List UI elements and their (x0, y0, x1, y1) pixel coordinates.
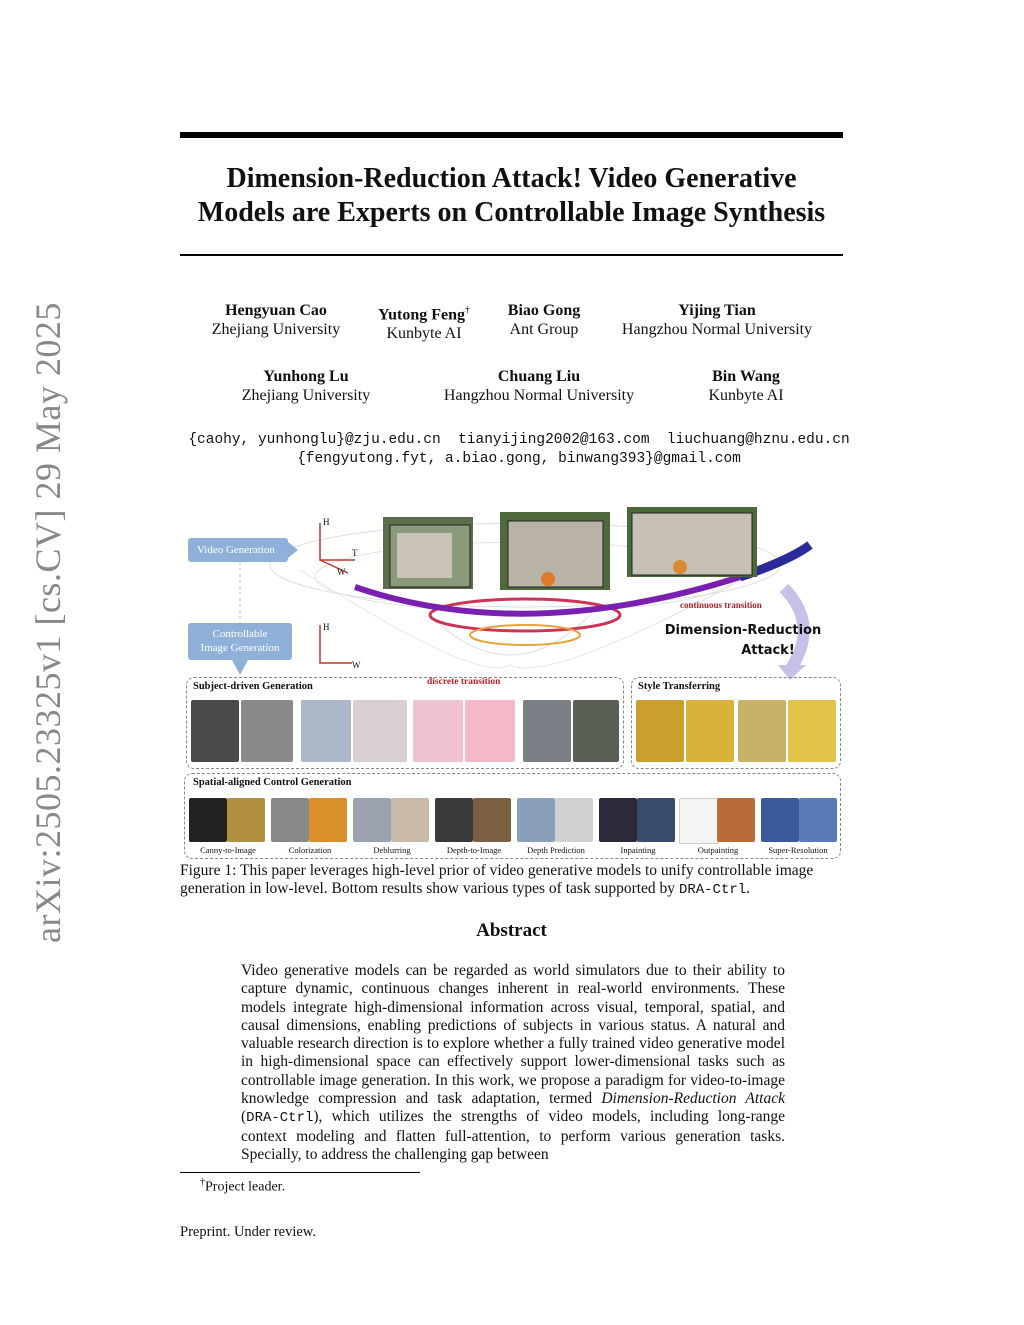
sample-image (717, 798, 755, 842)
author-block (608, 301, 826, 339)
author-affiliation: Kunbyte AI (386, 325, 462, 343)
author-name: Hengyuan Cao (225, 302, 327, 319)
sample-image (555, 798, 593, 842)
author-affiliation: Ant Group (509, 321, 579, 338)
sample-image (301, 700, 351, 762)
video-frames-2 (500, 512, 610, 590)
sample-image (227, 798, 265, 842)
task-label: Super-Resolution (768, 845, 828, 855)
sample-image (788, 700, 836, 762)
style-transferring-panel (631, 677, 841, 769)
task-label: Outpainting (697, 845, 739, 855)
task-label: Colorization (288, 845, 332, 855)
continuous-transition-label: continuous transition (680, 600, 762, 610)
title-top-rule (180, 132, 843, 138)
sample-image (413, 700, 463, 762)
sample-image (599, 798, 637, 842)
author-block (494, 301, 594, 339)
author-affiliation: Hangzhou Normal University (621, 321, 813, 338)
abstract-body: Video generative models can be regarded as world simulators due to their ability to capture dynamic, continuous changes inherent in real-world environments. These models integrate high-dimensional information across visual, temporal, spatial, and causal dimensions, enabling predictions of subjects in various status. A natural and valuable research direction is to explore whether a fully trained video generative model in high-dimensional space can effectively support lower-dimensional tasks such as controllable image generation. In this work, we propose a paradigm for video-to-image knowledge compression and task adaptation, termed Dimension-Reduction Attack (DRA-Ctrl), which utilizes the strengths of video models, including long-range context modeling and flatten full-attention, to perform various generation tasks. Specially, to address the challenging gap between (241, 962, 785, 1163)
sample-image (465, 700, 515, 762)
figure-caption: Figure 1: This paper leverages high-level prior of video generative models to unify controllable image generation in low-level. Bottom results show various types of task supported by DRA-Ctrl. (180, 862, 814, 898)
email-line-1: {caohy, yunhonglu}@zju.edu.cn tianyijing2002@163.com liuchuang@hznu.edu.cn (188, 432, 850, 448)
sample-image (523, 700, 571, 762)
author-affiliation: Zhejiang University (241, 387, 371, 404)
video-frames-3 (627, 507, 757, 577)
video-generation-label: Video Generation (197, 544, 275, 556)
sample-image (686, 700, 734, 762)
task-label: Deblurring (373, 845, 411, 855)
style-transferring-label: Style Transferring (638, 681, 721, 692)
author-name: Bin Wang (712, 368, 780, 385)
controllable-image-generation-label: Controllable Image Generation (200, 628, 280, 654)
sample-image (679, 798, 719, 844)
subject-driven-label: Subject-driven Generation (193, 681, 313, 692)
sample-image (241, 700, 293, 762)
abstract-heading: Abstract (476, 920, 547, 941)
author-affiliation: Zhejiang University (211, 321, 341, 338)
abstract-italic-term: Dimension-Reduction Attack (601, 1090, 785, 1108)
title-line-1: Dimension-Reduction Attack! Video Generative (226, 163, 797, 194)
title-bottom-rule (180, 254, 843, 256)
author-affiliation: Hangzhou Normal University (443, 387, 635, 404)
abstract-code: DRA-Ctrl (246, 1110, 314, 1127)
sample-image (191, 700, 239, 762)
axis-t-label: T (352, 548, 358, 558)
subject-driven-panel (186, 677, 624, 769)
sample-image (637, 798, 675, 842)
task-label: Inpainting (620, 845, 656, 855)
author-name: Yunhong Lu (263, 368, 349, 385)
sample-image (271, 798, 309, 842)
preprint-note: Preprint. Under review. (180, 1224, 316, 1240)
axis-h-label: H (323, 517, 330, 527)
paper-title (180, 162, 843, 230)
arxiv-side-label: arXiv:2505.23325v1 [cs.CV] 29 May 2025 (28, 302, 68, 943)
author-name: Chuang Liu (497, 368, 581, 385)
axis-w-label: W (337, 567, 346, 577)
video-frames-1 (383, 517, 473, 589)
discrete-transition-label: discrete transition (427, 677, 501, 687)
sample-image (473, 798, 511, 842)
spatial-aligned-panel (184, 773, 841, 859)
task-label: Depth-to-Image (446, 845, 502, 855)
task-label: Canny-to-Image (200, 845, 256, 855)
author-block (696, 367, 796, 405)
footnote-rule (180, 1172, 420, 1173)
title-line-2: Models are Experts on Controllable Image Synthesis (197, 197, 826, 228)
sample-image (391, 798, 429, 842)
sample-image (799, 798, 837, 842)
task-label: Depth Prediction (527, 845, 585, 855)
footnote: †Project leader. (200, 1177, 286, 1195)
dimension-reduction-attack-label: Dimension-Reduction Attack! (664, 623, 822, 658)
author-block (196, 301, 356, 339)
sample-image (636, 700, 684, 762)
sample-image (761, 798, 799, 842)
author-block (226, 367, 386, 405)
author-block (430, 367, 648, 405)
author-affiliation: Kunbyte AI (708, 387, 784, 404)
caption-code: DRA-Ctrl (678, 882, 747, 898)
sample-image (353, 700, 407, 762)
sample-image (353, 798, 391, 842)
author-name: Biao Gong (507, 302, 581, 319)
axis-h-label: H (323, 622, 330, 632)
sample-image (738, 700, 786, 762)
sample-image (517, 798, 555, 842)
sample-image (189, 798, 227, 842)
sample-image (435, 798, 473, 842)
figure-1 (180, 505, 843, 860)
spatial-aligned-label: Spatial-aligned Control Generation (193, 777, 352, 788)
author-block (366, 301, 482, 343)
axis-w-label: W (352, 660, 361, 670)
author-name: Yijing Tian (678, 302, 756, 319)
sample-image (573, 700, 619, 762)
email-line-2: {fengyutong.fyt, a.biao.gong, binwang393}@gmail.com (297, 451, 741, 467)
sample-image (309, 798, 347, 842)
author-name: Yutong Feng† (378, 305, 470, 324)
